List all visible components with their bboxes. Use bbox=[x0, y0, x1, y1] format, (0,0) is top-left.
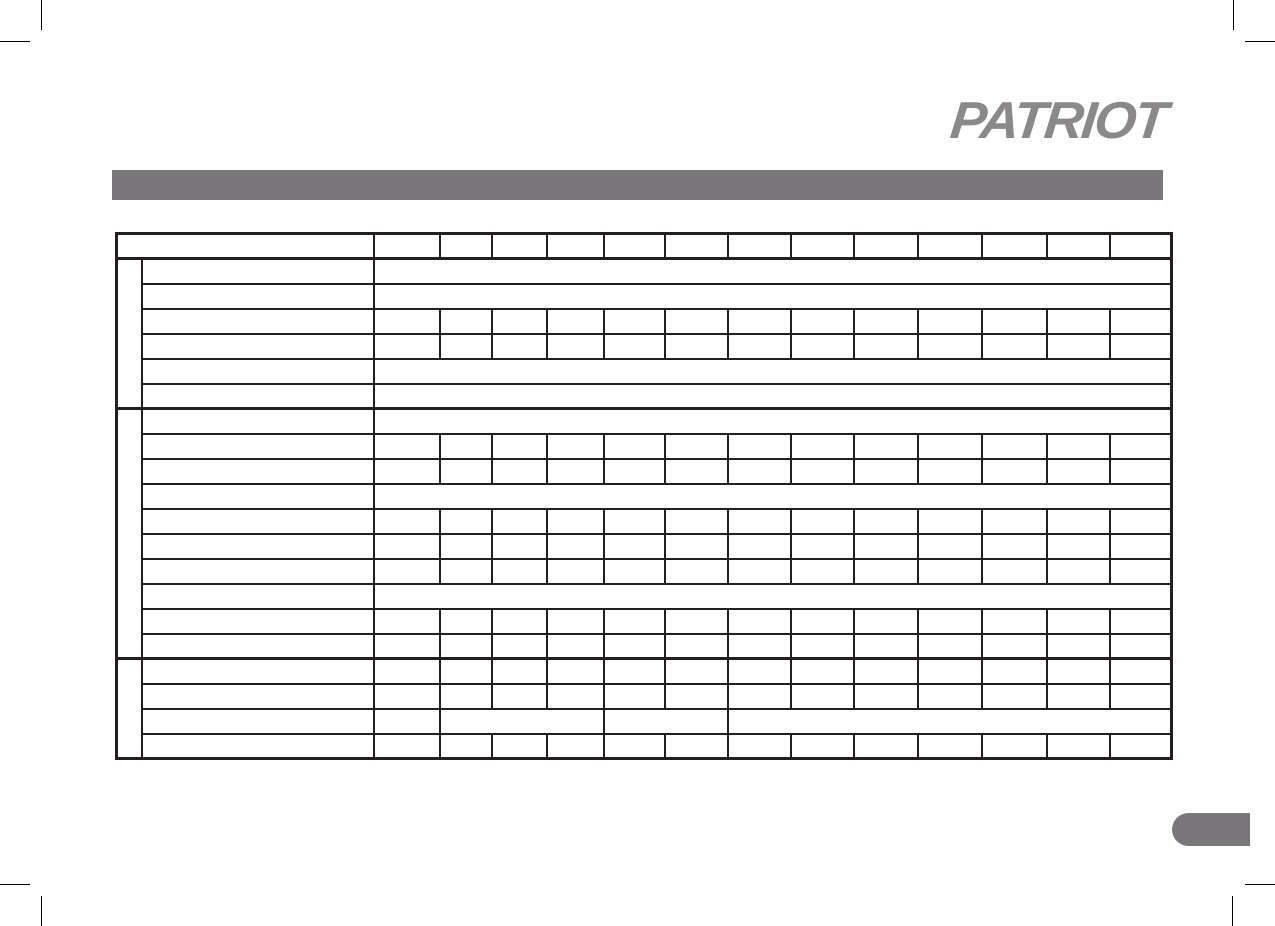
value-cell bbox=[854, 509, 918, 534]
value-cell bbox=[374, 609, 440, 634]
row-label-cell bbox=[142, 734, 374, 759]
value-cell bbox=[547, 534, 604, 559]
value-cell bbox=[492, 659, 547, 684]
value-cell bbox=[665, 609, 728, 634]
value-cell bbox=[440, 309, 492, 334]
value-cell bbox=[547, 734, 604, 759]
header-cell bbox=[728, 234, 791, 259]
table-row bbox=[117, 684, 1172, 709]
value-cell bbox=[982, 434, 1047, 459]
merged-value-cell bbox=[374, 359, 1172, 384]
value-cell bbox=[854, 334, 918, 359]
value-cell bbox=[374, 534, 440, 559]
header-cell bbox=[918, 234, 982, 259]
value-cell bbox=[492, 734, 547, 759]
value-cell bbox=[918, 734, 982, 759]
value-cell bbox=[1110, 434, 1172, 459]
merged-value-cell bbox=[374, 384, 1172, 409]
value-cell bbox=[665, 434, 728, 459]
value-cell bbox=[440, 459, 492, 484]
table-row bbox=[117, 584, 1172, 609]
value-cell bbox=[1110, 659, 1172, 684]
value-cell bbox=[982, 459, 1047, 484]
value-cell bbox=[982, 559, 1047, 584]
value-cell bbox=[440, 734, 492, 759]
value-cell bbox=[1047, 634, 1110, 659]
value-cell bbox=[440, 334, 492, 359]
value-cell bbox=[791, 559, 854, 584]
table-row bbox=[117, 734, 1172, 759]
value-cell bbox=[374, 659, 440, 684]
header-cell bbox=[604, 234, 665, 259]
value-cell bbox=[1110, 534, 1172, 559]
merged-value-cell bbox=[374, 584, 1172, 609]
value-cell bbox=[1110, 609, 1172, 634]
header-cell bbox=[1047, 234, 1110, 259]
value-cell bbox=[1047, 459, 1110, 484]
value-cell bbox=[854, 634, 918, 659]
value-cell bbox=[791, 659, 854, 684]
value-cell bbox=[492, 609, 547, 634]
value-cell bbox=[791, 684, 854, 709]
span-value-cell bbox=[374, 709, 440, 734]
value-cell bbox=[492, 559, 547, 584]
value-cell bbox=[374, 334, 440, 359]
value-cell bbox=[665, 309, 728, 334]
value-cell bbox=[1047, 559, 1110, 584]
value-cell bbox=[440, 534, 492, 559]
value-cell bbox=[854, 559, 918, 584]
value-cell bbox=[854, 609, 918, 634]
value-cell bbox=[854, 434, 918, 459]
value-cell bbox=[547, 634, 604, 659]
merged-value-cell bbox=[374, 484, 1172, 509]
row-label-cell bbox=[142, 484, 374, 509]
value-cell bbox=[492, 509, 547, 534]
merged-value-cell bbox=[374, 259, 1172, 284]
span-value-cell bbox=[604, 709, 728, 734]
value-cell bbox=[440, 684, 492, 709]
value-cell bbox=[665, 634, 728, 659]
crop-mark-top-left-vertical bbox=[41, 0, 42, 30]
value-cell bbox=[918, 659, 982, 684]
header-cell bbox=[547, 234, 604, 259]
value-cell bbox=[665, 559, 728, 584]
row-label-cell bbox=[142, 434, 374, 459]
value-cell bbox=[1110, 459, 1172, 484]
value-cell bbox=[1047, 434, 1110, 459]
value-cell bbox=[918, 334, 982, 359]
value-cell bbox=[374, 509, 440, 534]
row-label-cell bbox=[142, 559, 374, 584]
header-cell bbox=[440, 234, 492, 259]
value-cell bbox=[604, 334, 665, 359]
value-cell bbox=[918, 509, 982, 534]
value-cell bbox=[604, 659, 665, 684]
value-cell bbox=[1047, 734, 1110, 759]
value-cell bbox=[918, 684, 982, 709]
value-cell bbox=[854, 684, 918, 709]
value-cell bbox=[728, 609, 791, 634]
value-cell bbox=[982, 534, 1047, 559]
value-cell bbox=[918, 309, 982, 334]
row-label-cell bbox=[142, 584, 374, 609]
value-cell bbox=[665, 509, 728, 534]
value-cell bbox=[982, 659, 1047, 684]
table-row bbox=[117, 559, 1172, 584]
value-cell bbox=[374, 459, 440, 484]
value-cell bbox=[604, 309, 665, 334]
header-cell bbox=[492, 234, 547, 259]
value-cell bbox=[728, 434, 791, 459]
value-cell bbox=[728, 459, 791, 484]
value-cell bbox=[665, 684, 728, 709]
span-value-cell bbox=[440, 709, 604, 734]
crop-mark-bottom-left-vertical bbox=[41, 896, 42, 926]
value-cell bbox=[728, 684, 791, 709]
value-cell bbox=[1110, 634, 1172, 659]
value-cell bbox=[1047, 609, 1110, 634]
value-cell bbox=[728, 734, 791, 759]
value-cell bbox=[1110, 559, 1172, 584]
row-label-cell bbox=[142, 459, 374, 484]
group-cell-group-1 bbox=[117, 259, 142, 409]
value-cell bbox=[918, 609, 982, 634]
row-label-cell bbox=[142, 684, 374, 709]
value-cell bbox=[982, 334, 1047, 359]
value-cell bbox=[791, 734, 854, 759]
value-cell bbox=[982, 684, 1047, 709]
table-row bbox=[117, 409, 1172, 434]
value-cell bbox=[492, 634, 547, 659]
value-cell bbox=[547, 559, 604, 584]
value-cell bbox=[604, 609, 665, 634]
table-row bbox=[117, 309, 1172, 334]
table-row bbox=[117, 384, 1172, 409]
table-row bbox=[117, 609, 1172, 634]
value-cell bbox=[854, 534, 918, 559]
value-cell bbox=[604, 734, 665, 759]
spec-table bbox=[115, 232, 1173, 760]
value-cell bbox=[547, 684, 604, 709]
value-cell bbox=[374, 434, 440, 459]
merged-value-cell bbox=[374, 409, 1172, 434]
value-cell bbox=[1110, 509, 1172, 534]
value-cell bbox=[728, 659, 791, 684]
value-cell bbox=[492, 309, 547, 334]
row-label-cell bbox=[142, 359, 374, 384]
value-cell bbox=[728, 559, 791, 584]
value-cell bbox=[854, 659, 918, 684]
value-cell bbox=[728, 309, 791, 334]
value-cell bbox=[665, 534, 728, 559]
value-cell bbox=[604, 559, 665, 584]
table-row bbox=[117, 259, 1172, 284]
row-label-cell bbox=[142, 534, 374, 559]
row-label-cell bbox=[142, 609, 374, 634]
value-cell bbox=[440, 434, 492, 459]
value-cell bbox=[547, 459, 604, 484]
value-cell bbox=[1110, 734, 1172, 759]
value-cell bbox=[604, 459, 665, 484]
value-cell bbox=[374, 684, 440, 709]
header-cell bbox=[982, 234, 1047, 259]
value-cell bbox=[440, 659, 492, 684]
value-cell bbox=[918, 459, 982, 484]
value-cell bbox=[665, 334, 728, 359]
value-cell bbox=[1047, 509, 1110, 534]
table-row bbox=[117, 534, 1172, 559]
value-cell bbox=[918, 434, 982, 459]
row-label-cell bbox=[142, 259, 374, 284]
table-row bbox=[117, 509, 1172, 534]
value-cell bbox=[1110, 684, 1172, 709]
value-cell bbox=[492, 459, 547, 484]
value-cell bbox=[728, 509, 791, 534]
section-title-bar bbox=[112, 170, 1163, 200]
row-label-cell bbox=[142, 309, 374, 334]
crop-mark-bottom-right-vertical bbox=[1232, 896, 1233, 926]
row-label-cell bbox=[142, 509, 374, 534]
value-cell bbox=[728, 634, 791, 659]
value-cell bbox=[791, 509, 854, 534]
value-cell bbox=[604, 434, 665, 459]
value-cell bbox=[604, 684, 665, 709]
value-cell bbox=[440, 509, 492, 534]
value-cell bbox=[982, 609, 1047, 634]
value-cell bbox=[791, 434, 854, 459]
value-cell bbox=[492, 434, 547, 459]
crop-mark-top-left-horizontal bbox=[0, 41, 30, 42]
value-cell bbox=[604, 534, 665, 559]
value-cell bbox=[982, 309, 1047, 334]
value-cell bbox=[982, 509, 1047, 534]
table-row bbox=[117, 284, 1172, 309]
table-row bbox=[117, 634, 1172, 659]
value-cell bbox=[1047, 334, 1110, 359]
value-cell bbox=[982, 634, 1047, 659]
crop-mark-bottom-right-horizontal bbox=[1245, 884, 1275, 885]
table-row bbox=[117, 434, 1172, 459]
value-cell bbox=[665, 459, 728, 484]
value-cell bbox=[440, 609, 492, 634]
table-row bbox=[117, 359, 1172, 384]
header-cell bbox=[791, 234, 854, 259]
value-cell bbox=[492, 334, 547, 359]
value-cell bbox=[440, 634, 492, 659]
value-cell bbox=[1047, 684, 1110, 709]
group-cell-group-3 bbox=[117, 659, 142, 759]
value-cell bbox=[1110, 334, 1172, 359]
value-cell bbox=[374, 734, 440, 759]
value-cell bbox=[918, 534, 982, 559]
row-label-cell bbox=[142, 709, 374, 734]
header-cell bbox=[854, 234, 918, 259]
value-cell bbox=[665, 659, 728, 684]
value-cell bbox=[665, 734, 728, 759]
crop-mark-top-right-horizontal bbox=[1245, 41, 1275, 42]
value-cell bbox=[1047, 534, 1110, 559]
value-cell bbox=[918, 634, 982, 659]
value-cell bbox=[492, 534, 547, 559]
value-cell bbox=[728, 334, 791, 359]
value-cell bbox=[547, 609, 604, 634]
crop-mark-bottom-left-horizontal bbox=[0, 884, 30, 885]
value-cell bbox=[547, 509, 604, 534]
value-cell bbox=[374, 634, 440, 659]
value-cell bbox=[547, 334, 604, 359]
value-cell bbox=[728, 534, 791, 559]
row-label-cell bbox=[142, 284, 374, 309]
row-label-cell bbox=[142, 384, 374, 409]
value-cell bbox=[547, 434, 604, 459]
value-cell bbox=[791, 534, 854, 559]
value-cell bbox=[982, 734, 1047, 759]
value-cell bbox=[791, 634, 854, 659]
row-label-cell bbox=[142, 409, 374, 434]
patriot-logo: PATRIOT bbox=[947, 92, 1169, 150]
value-cell bbox=[791, 459, 854, 484]
value-cell bbox=[791, 334, 854, 359]
table-row bbox=[117, 334, 1172, 359]
header-label-cell bbox=[117, 234, 374, 259]
table-row bbox=[117, 459, 1172, 484]
value-cell bbox=[1047, 659, 1110, 684]
value-cell bbox=[492, 684, 547, 709]
table-row bbox=[117, 659, 1172, 684]
table-row bbox=[117, 484, 1172, 509]
value-cell bbox=[374, 309, 440, 334]
value-cell bbox=[547, 309, 604, 334]
row-label-cell bbox=[142, 334, 374, 359]
merged-value-cell bbox=[374, 284, 1172, 309]
header-cell bbox=[1110, 234, 1172, 259]
crop-mark-top-right-vertical bbox=[1233, 0, 1234, 30]
value-cell bbox=[918, 559, 982, 584]
value-cell bbox=[547, 659, 604, 684]
value-cell bbox=[1047, 309, 1110, 334]
value-cell bbox=[854, 459, 918, 484]
value-cell bbox=[791, 309, 854, 334]
span-value-cell bbox=[728, 709, 1172, 734]
table-header-row bbox=[117, 234, 1172, 259]
value-cell bbox=[440, 559, 492, 584]
value-cell bbox=[604, 634, 665, 659]
table-row bbox=[117, 709, 1172, 734]
value-cell bbox=[1110, 309, 1172, 334]
value-cell bbox=[604, 509, 665, 534]
row-label-cell bbox=[142, 659, 374, 684]
page-number-tab bbox=[1172, 813, 1250, 846]
value-cell bbox=[854, 309, 918, 334]
value-cell bbox=[374, 559, 440, 584]
header-cell bbox=[665, 234, 728, 259]
value-cell bbox=[791, 609, 854, 634]
row-label-cell bbox=[142, 634, 374, 659]
header-cell bbox=[374, 234, 440, 259]
group-cell-group-2 bbox=[117, 409, 142, 659]
value-cell bbox=[854, 734, 918, 759]
